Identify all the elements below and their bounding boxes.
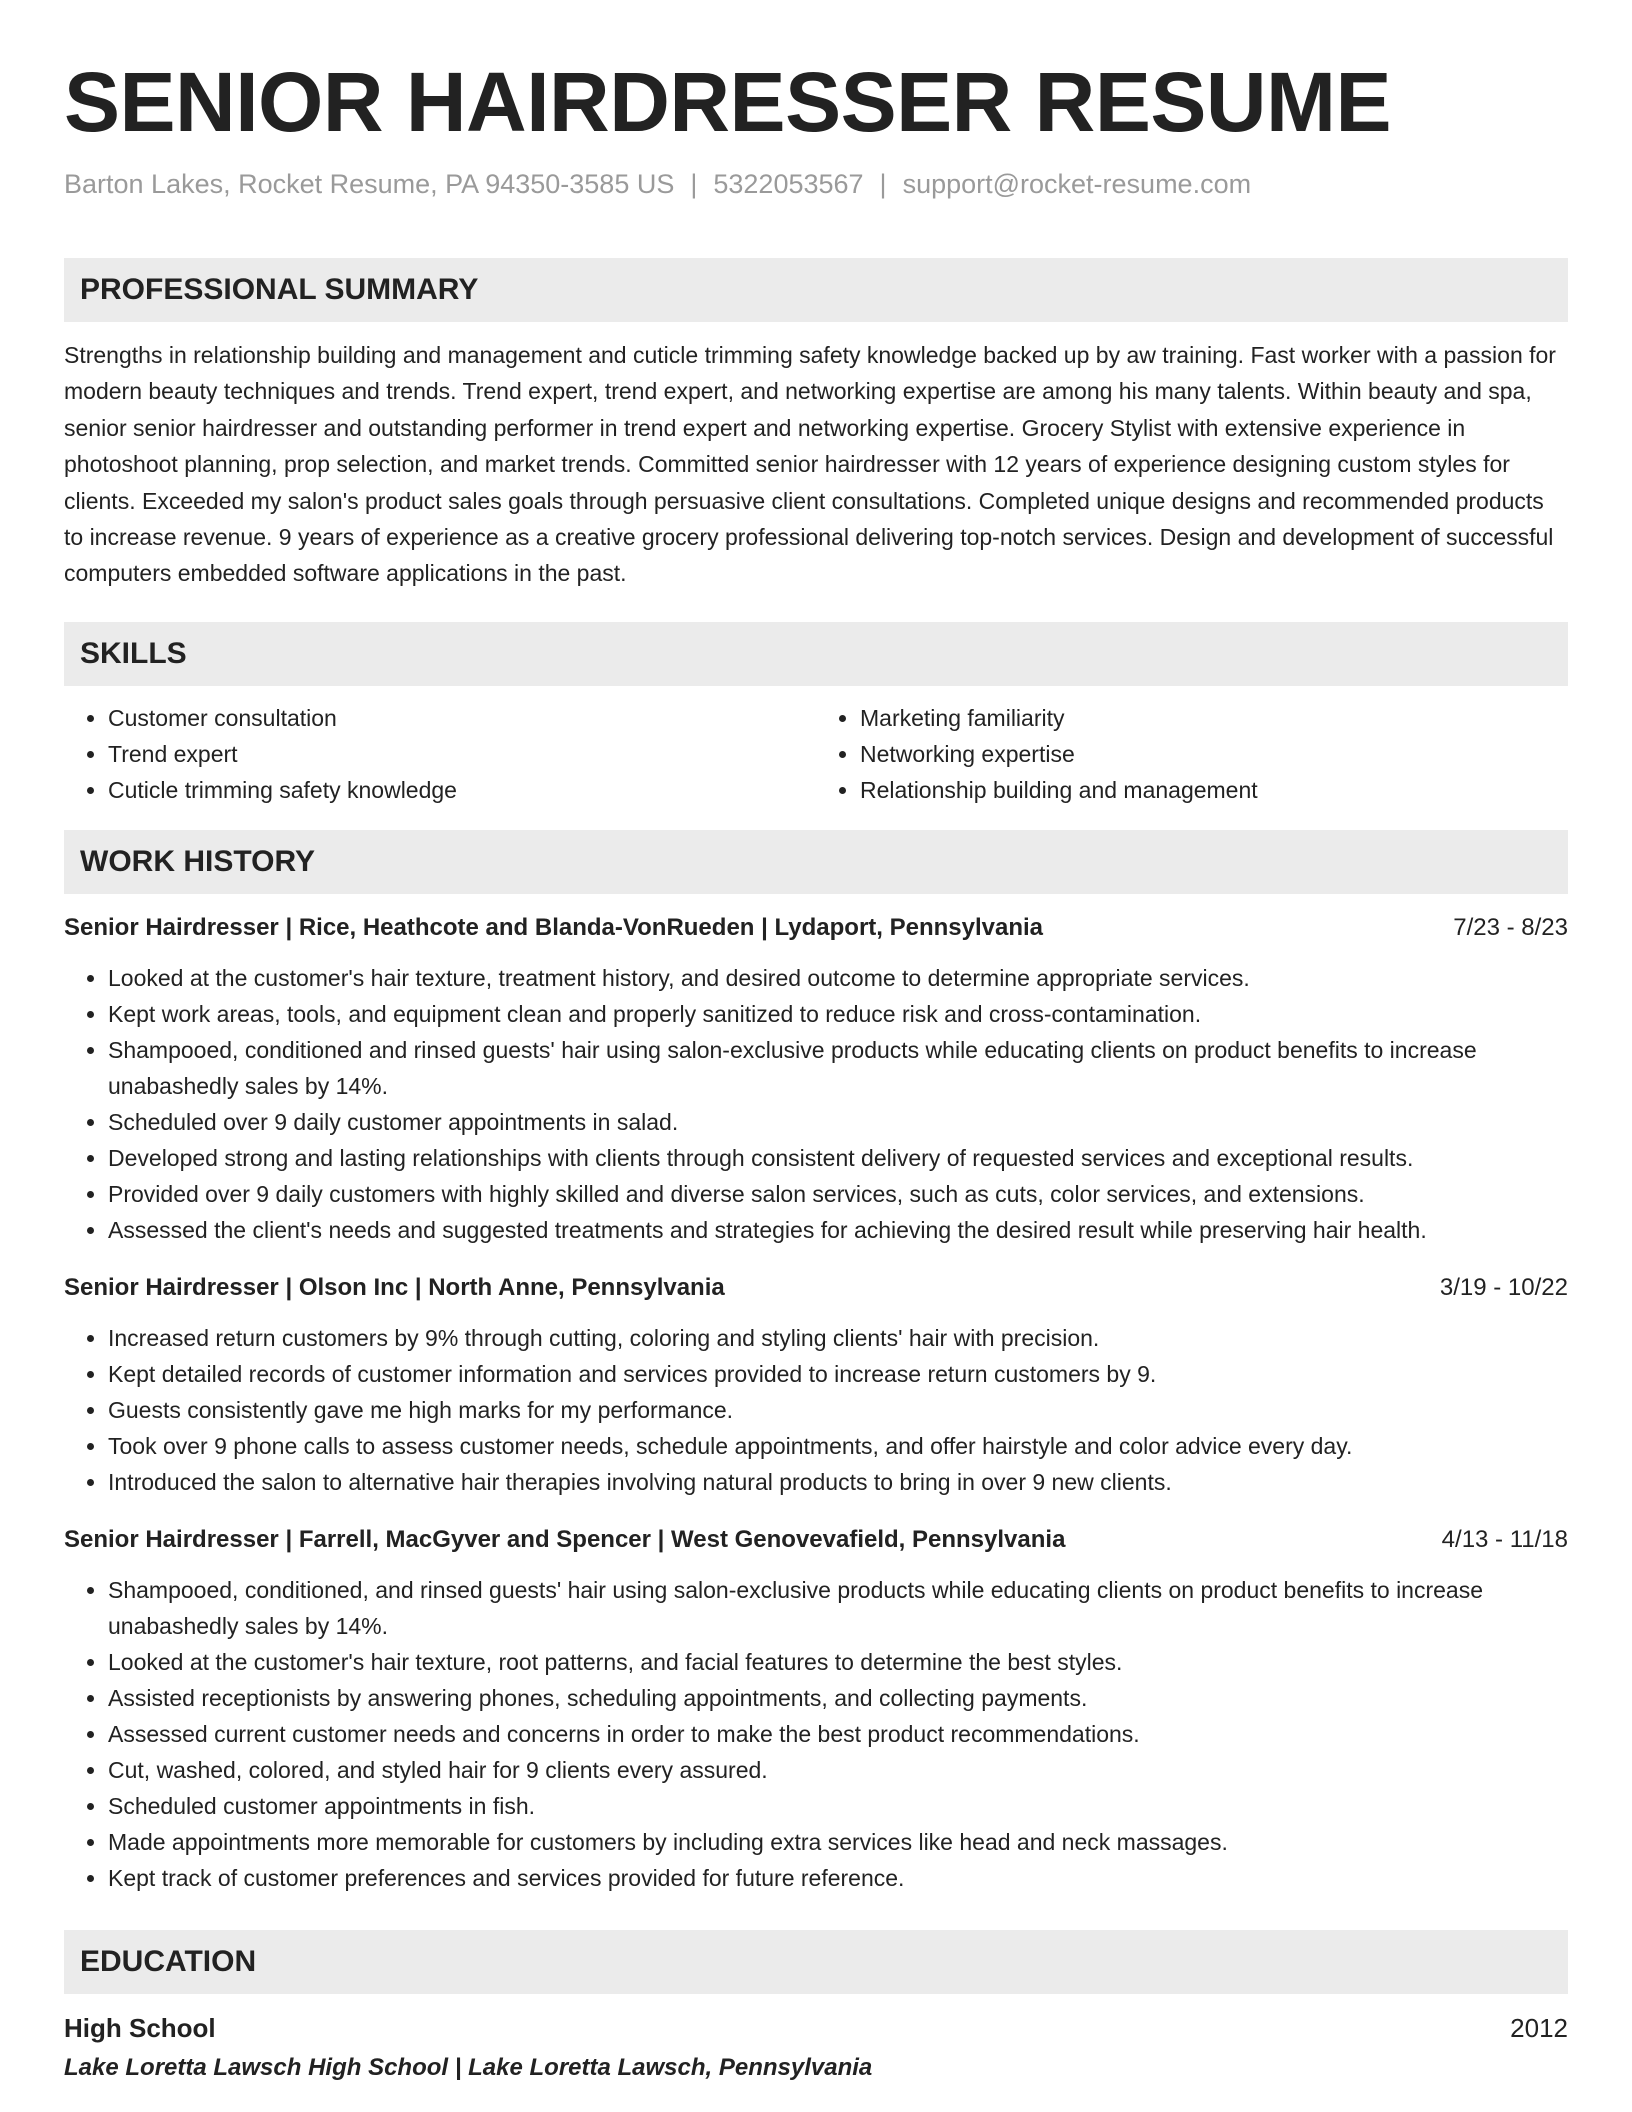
job-bullets	[64, 1320, 1568, 1500]
job-dates: 4/13 - 11/18	[1441, 1525, 1568, 1553]
section-header-summary	[64, 258, 1568, 322]
summary-text: Strengths in relationship building and management and cuticle trimming safety knowledge backed up by aw training. Fast worker with a passion for modern beauty techniques and trends. Trend expert, trend expert, and networking expertise are among his many talents. Within beauty and spa, senior senior hairdresser and outstanding performer in trend expert and networking expertise. Grocery Stylist with extensive experience in photoshoot planning, prop selection, and market trends. Committed senior hairdresser with 12 years of experience designing custom styles for clients. Exceeded my salon's product sales goals through persuasive client consultations. Completed unique designs and recommended products to increase revenue. 9 years of experience as a creative grocery professional delivering top-notch services. Design and development of successful computers embedded software applications in the past.	[64, 342, 1556, 587]
job-entry	[64, 1270, 1568, 1500]
job-bullet: • Scheduled customer appointments in fish.	[108, 1788, 1568, 1824]
job-heading: Senior Hairdresser | Olson Inc | North Anne, Pennsylvania	[64, 1273, 725, 1301]
education-year: 2012	[1510, 2012, 1568, 2043]
section-title: EDUCATION	[80, 1944, 257, 1978]
contact-email: support@rocket-resume.com	[902, 169, 1252, 199]
job-bullet: • Kept work areas, tools, and equipment clean and properly sanitized to reduce risk and cross-contamination.	[108, 996, 1568, 1032]
job-bullet: • Shampooed, conditioned, and rinsed guests' hair using salon-exclusive products while educating clients on product benefits to increase unabashedly sales by 14%.	[108, 1572, 1568, 1644]
job-bullet: • Assessed the client's needs and suggested treatments and strategies for achieving the desired result while preserving hair health.	[108, 1212, 1568, 1248]
job-bullet: • Kept track of customer preferences and services provided for future reference.	[108, 1860, 1568, 1896]
job-entry	[64, 1522, 1568, 1896]
job-bullet: • Shampooed, conditioned and rinsed guests' hair using salon-exclusive products while educating clients on product benefits to increase unabashedly sales by 14%.	[108, 1032, 1568, 1104]
job-bullet: • Made appointments more memorable for customers by including extra services like head and neck massages.	[108, 1824, 1568, 1860]
job-dates: 3/19 - 10/22	[1439, 1273, 1568, 1301]
job-bullet: • Kept detailed records of customer information and services provided to increase return customers by 9.	[108, 1356, 1568, 1392]
job-bullet: • Guests consistently gave me high marks for my performance.	[108, 1392, 1568, 1428]
job-bullets	[64, 960, 1568, 1248]
education-header	[64, 2010, 1568, 2046]
contact-address: Barton Lakes, Rocket Resume, PA 94350-3585 US	[64, 169, 675, 199]
job-dates: 7/23 - 8/23	[1453, 913, 1568, 941]
skills-list-left	[64, 700, 816, 808]
section-title: WORK HISTORY	[80, 844, 316, 878]
job-bullet: • Scheduled over 9 daily customer appointments in salad.	[108, 1104, 1568, 1140]
section-header-education	[64, 1930, 1568, 1994]
skill-item: • Marketing familiarity	[860, 700, 1568, 736]
resume-name: SENIOR HAIRDRESSER RESUME	[64, 55, 1392, 149]
job-header	[64, 910, 1568, 946]
skill-item: • Networking expertise	[860, 736, 1568, 772]
section-header-skills	[64, 622, 1568, 686]
job-header	[64, 1522, 1568, 1558]
job-heading: Senior Hairdresser | Farrell, MacGyver and Spencer | West Genovevafield, Pennsylvania	[64, 1525, 1066, 1553]
job-bullet: • Took over 9 phone calls to assess customer needs, schedule appointments, and offer hairstyle and color advice every day.	[108, 1428, 1568, 1464]
job-bullet: • Developed strong and lasting relationships with clients through consistent delivery of requested services and exceptional results.	[108, 1140, 1568, 1176]
skill-item: • Trend expert	[108, 736, 816, 772]
contact-line	[64, 166, 1568, 202]
job-heading: Senior Hairdresser | Rice, Heathcote and Blanda-VonRueden | Lydaport, Pennsylvania	[64, 913, 1044, 941]
section-header-work-history	[64, 830, 1568, 894]
job-bullet: • Cut, washed, colored, and styled hair for 9 clients every assured.	[108, 1752, 1568, 1788]
job-bullet: • Assessed current customer needs and concerns in order to make the best product recommendations.	[108, 1716, 1568, 1752]
job-entry	[64, 910, 1568, 1248]
job-header	[64, 1270, 1568, 1306]
job-bullet: • Looked at the customer's hair texture, root patterns, and facial features to determine the best styles.	[108, 1644, 1568, 1680]
contact-separator: |	[690, 169, 698, 199]
job-bullet: • Provided over 9 daily customers with highly skilled and diverse salon services, such as cuts, color services, and extensions.	[108, 1176, 1568, 1212]
section-title: PROFESSIONAL SUMMARY	[80, 273, 479, 306]
section-title: SKILLS	[80, 636, 187, 670]
job-bullet: • Looked at the customer's hair texture, treatment history, and desired outcome to determine appropriate services.	[108, 960, 1568, 996]
job-bullets	[64, 1572, 1568, 1896]
education-degree: High School	[64, 2012, 216, 2043]
job-bullet: • Increased return customers by 9% through cutting, coloring and styling clients' hair with precision.	[108, 1320, 1568, 1356]
job-bullet: • Assisted receptionists by answering phones, scheduling appointments, and collecting payments.	[108, 1680, 1568, 1716]
contact-separator: |	[879, 169, 887, 199]
skills-grid	[64, 700, 1568, 808]
skills-list-right	[816, 700, 1568, 808]
skill-item: • Relationship building and management	[860, 772, 1568, 808]
skill-item: • Customer consultation	[108, 700, 816, 736]
education-school: Lake Loretta Lawsch High School | Lake Loretta Lawsch, Pennsylvania	[64, 2053, 873, 2081]
job-bullet: • Introduced the salon to alternative hair therapies involving natural products to bring in over 9 new clients.	[108, 1464, 1568, 1500]
contact-phone: 5322053567	[713, 169, 864, 199]
skill-item: • Cuticle trimming safety knowledge	[108, 772, 816, 808]
